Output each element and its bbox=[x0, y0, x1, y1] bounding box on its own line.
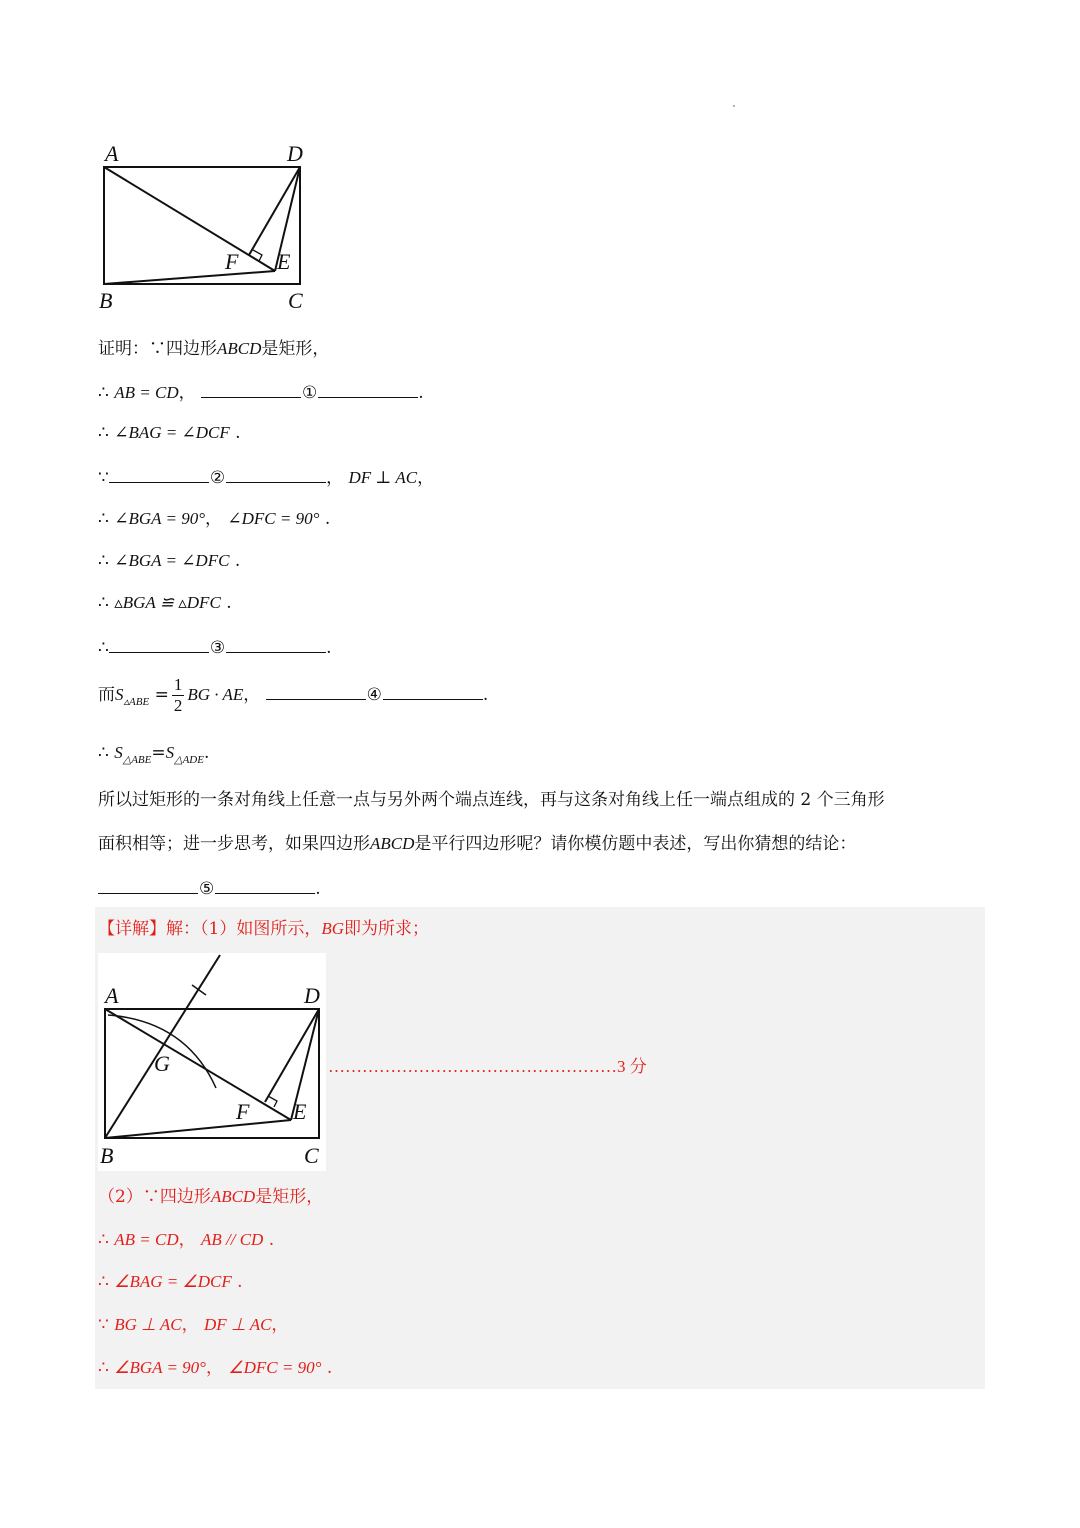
label-f: F bbox=[225, 249, 239, 274]
conclusion-paragraph: 所以过矩形的一条对角线上任意一点与另外两个端点连线，再与这条对角线上任一端点组成的 2 个三角形 bbox=[98, 790, 885, 810]
segment-be-answer bbox=[105, 1120, 291, 1138]
blank-2-mark: ② bbox=[209, 468, 226, 488]
proof-line-4: ∵ ② ， DF ⊥ AC， bbox=[98, 464, 434, 490]
right-angle-mark-answer bbox=[268, 1096, 277, 1107]
blank-4-mark: ④ bbox=[366, 685, 382, 705]
answer-line-6: ∴ ∠BGA = 90°， ∠DFC = 90° . bbox=[98, 1358, 333, 1378]
answer-intro: 【详解】解：（1）如图所示，BG即为所求； bbox=[98, 919, 429, 939]
proof-line-blank-5: ⑤ . bbox=[98, 875, 321, 901]
label-a: A bbox=[105, 141, 119, 166]
label-d: D bbox=[287, 141, 303, 166]
stray-dot bbox=[733, 105, 735, 107]
proof-line-2: ∴ AB = CD， ① . bbox=[98, 379, 424, 405]
blank-3-mark: ③ bbox=[209, 638, 226, 658]
label-g-answer: G bbox=[154, 1051, 170, 1076]
label-f-answer: F bbox=[236, 1099, 250, 1124]
answer-line-2: （2）∵四边形ABCD是矩形， bbox=[98, 1187, 324, 1207]
label-b-answer: B bbox=[100, 1143, 114, 1168]
arc-mark-top bbox=[192, 985, 206, 995]
diagonal-ac bbox=[104, 167, 275, 271]
answer-line-4: ∴ ∠BAG = ∠DCF . bbox=[98, 1272, 243, 1292]
proof-line-10: ∴ $S_{\triangle ABE}=S_{\triangle ADE}$. bbox=[98, 743, 210, 766]
fraction-half: $\frac{1}{2}$ bbox=[173, 675, 183, 715]
perpendicular-bg bbox=[105, 955, 220, 1138]
proof-line-5: ∴ ∠BGA = 90°， ∠DFC = 90° . bbox=[98, 509, 331, 529]
proof-line-1: 证明：∵四边形ABCD是矩形， bbox=[98, 339, 330, 359]
segment-df-answer bbox=[265, 1009, 319, 1102]
blank-5-mark: ⑤ bbox=[199, 879, 215, 899]
label-c-answer: C bbox=[304, 1143, 319, 1168]
blank-1-mark: ① bbox=[302, 383, 318, 403]
conclusion-paragraph-2: 面积相等；进一步思考，如果四边形ABCD是平行四边形呢？请你模仿题中表述，写出你猜想的结论： bbox=[98, 834, 857, 854]
proof-line-8: ∴ ③ . bbox=[98, 634, 331, 660]
label-e: E bbox=[277, 249, 291, 274]
label-b: B bbox=[99, 288, 113, 313]
figure-answer-construction bbox=[98, 953, 326, 1171]
label-c: C bbox=[288, 288, 303, 313]
diagonal-ac-answer bbox=[105, 1009, 291, 1120]
segment-df bbox=[249, 167, 300, 255]
label-d-answer: D bbox=[304, 983, 320, 1008]
figure-rectangle-abcd bbox=[95, 138, 320, 313]
proof-line-3: ∴ ∠BAG = ∠DCF . bbox=[98, 423, 241, 443]
proof-line-9: 而$S_{▵ABE}$ = $\frac{1}{2}$ BG · AE， ④ . bbox=[98, 672, 488, 725]
proof-line-6: ∴ ∠BGA = ∠DFC . bbox=[98, 551, 241, 571]
answer-line-5: ∵ BG ⊥ AC， DF ⊥ AC， bbox=[98, 1315, 289, 1335]
segment-be bbox=[104, 271, 275, 284]
score-note: ……………………………………………3 分 bbox=[328, 1057, 647, 1076]
answer-line-3: ∴ AB = CD， AB // CD . bbox=[98, 1230, 275, 1250]
label-a-answer: A bbox=[105, 983, 119, 1008]
proof-line-7: ∴ ▵BGA ≌ ▵DFC . bbox=[98, 593, 232, 613]
answer-tag: 【详解】 bbox=[98, 919, 166, 939]
label-e-answer: E bbox=[293, 1099, 307, 1124]
